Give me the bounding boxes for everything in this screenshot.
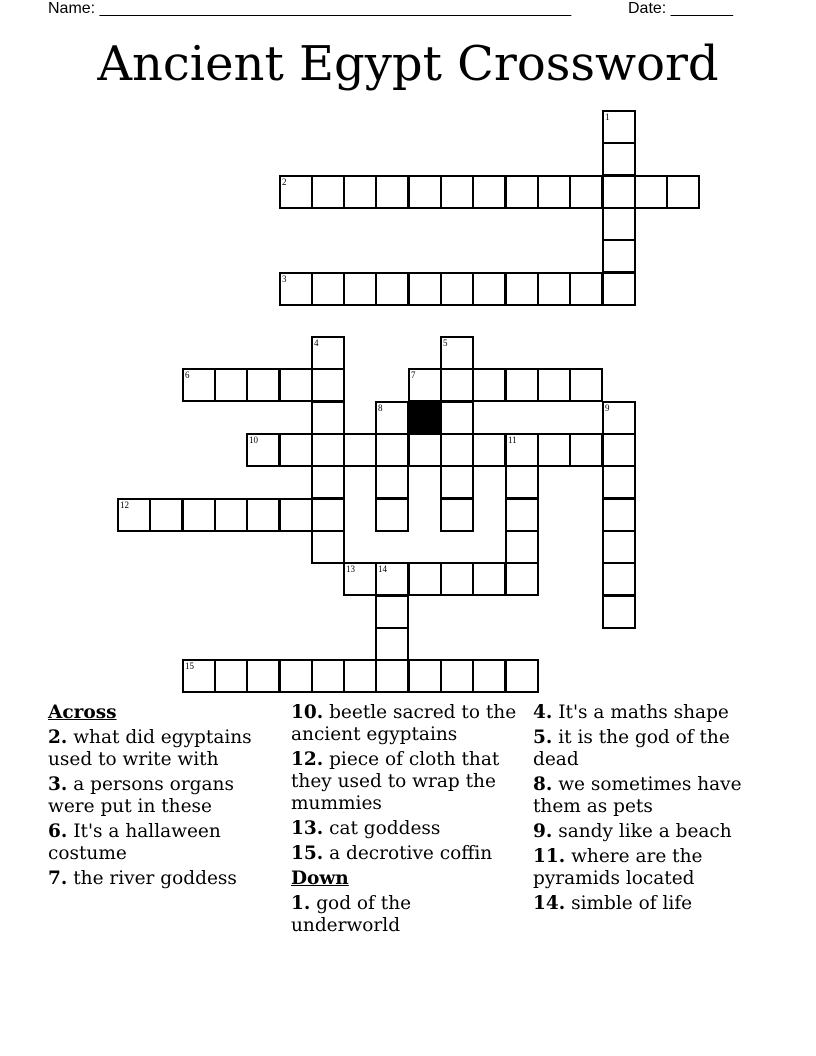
grid-cell[interactable]: [602, 272, 636, 306]
clue-across-2: [48, 727, 280, 771]
grid-cell-14[interactable]: [375, 562, 409, 596]
grid-cell[interactable]: [214, 659, 248, 693]
grid-cell-1[interactable]: [602, 110, 636, 144]
cell-number: 11: [508, 435, 517, 445]
grid-cell-4[interactable]: [311, 336, 345, 370]
grid-cell[interactable]: [375, 659, 409, 693]
grid-cell[interactable]: [311, 433, 345, 467]
clue-across-13: [291, 818, 523, 840]
grid-cell[interactable]: [408, 272, 442, 306]
date-field[interactable]: Date: _______: [628, 0, 733, 17]
grid-cell[interactable]: [375, 465, 409, 499]
clue-number: 3.: [48, 774, 68, 795]
cell-number: 13: [346, 564, 355, 574]
grid-cell[interactable]: [537, 368, 571, 402]
grid-cell[interactable]: [311, 401, 345, 435]
grid-cell[interactable]: [602, 142, 636, 176]
grid-cell[interactable]: [602, 465, 636, 499]
grid-cell[interactable]: [602, 207, 636, 241]
grid-cell[interactable]: [408, 562, 442, 596]
grid-cell-15[interactable]: [182, 659, 216, 693]
grid-cell[interactable]: [375, 498, 409, 532]
grid-cell[interactable]: [311, 272, 345, 306]
grid-cell[interactable]: [505, 175, 539, 209]
across-heading: Across: [48, 702, 117, 723]
grid-cell[interactable]: [440, 498, 474, 532]
clue-across-6: [48, 821, 280, 865]
grid-cell[interactable]: [602, 498, 636, 532]
clue-number: 11.: [533, 846, 566, 867]
cell-number: 1: [605, 112, 610, 122]
grid-cell[interactable]: [440, 175, 474, 209]
cell-number: 6: [185, 370, 190, 380]
grid-cell-12[interactable]: [117, 498, 151, 532]
grid-cell[interactable]: [569, 272, 603, 306]
grid-cell[interactable]: [505, 368, 539, 402]
clue-down-9: [533, 821, 773, 843]
grid-cell[interactable]: [537, 272, 571, 306]
clues-column-1: [48, 702, 280, 893]
clue-text: It's a hallaween costume: [48, 821, 221, 864]
grid-cell[interactable]: [311, 175, 345, 209]
clue-number: 13.: [291, 818, 324, 839]
grid-cell[interactable]: [343, 272, 377, 306]
grid-cell[interactable]: [279, 659, 313, 693]
clue-text: piece of cloth that they used to wrap the mummies: [291, 749, 500, 814]
grid-cell-3[interactable]: [279, 272, 313, 306]
grid-cell-9[interactable]: [602, 401, 636, 435]
clue-text: we sometimes have them as pets: [533, 774, 742, 817]
grid-cell[interactable]: [375, 433, 409, 467]
clue-number: 9.: [533, 821, 553, 842]
clue-down-14: [533, 893, 773, 915]
clue-text: the river goddess: [73, 868, 237, 889]
clue-across-7: [48, 868, 280, 890]
clue-number: 4.: [533, 702, 553, 723]
grid-cell[interactable]: [472, 368, 506, 402]
clue-number: 1.: [291, 893, 311, 914]
grid-cell-5[interactable]: [440, 336, 474, 370]
clue-text: where are the pyramids located: [533, 846, 703, 889]
cell-number: 9: [605, 403, 610, 413]
grid-cell[interactable]: [375, 272, 409, 306]
clue-text: a decrotive coffin: [329, 843, 493, 864]
grid-cell[interactable]: [569, 175, 603, 209]
grid-cell[interactable]: [311, 659, 345, 693]
grid-cell[interactable]: [311, 465, 345, 499]
clue-down-1: [291, 893, 523, 937]
grid-cell[interactable]: [440, 401, 474, 435]
grid-cell[interactable]: [602, 239, 636, 273]
clue-text: sandy like a beach: [558, 821, 732, 842]
clue-across-10: [291, 702, 523, 746]
clue-text: cat goddess: [329, 818, 441, 839]
clue-number: 12.: [291, 749, 324, 770]
grid-cell[interactable]: [279, 433, 313, 467]
grid-cell[interactable]: [343, 175, 377, 209]
cell-number: 4: [314, 338, 319, 348]
clue-number: 8.: [533, 774, 553, 795]
grid-cell[interactable]: [375, 175, 409, 209]
grid-cell[interactable]: [279, 498, 313, 532]
grid-cell[interactable]: [311, 530, 345, 564]
clues-column-3: [533, 702, 773, 918]
grid-cell[interactable]: [311, 368, 345, 402]
cell-number: 2: [282, 177, 287, 187]
grid-cell[interactable]: [505, 272, 539, 306]
grid-cell[interactable]: [440, 465, 474, 499]
clues-column-2: [291, 702, 523, 940]
grid-cell[interactable]: [505, 465, 539, 499]
grid-cell[interactable]: [666, 175, 700, 209]
grid-cell[interactable]: [149, 498, 183, 532]
grid-cell[interactable]: [472, 562, 506, 596]
grid-cell[interactable]: [505, 498, 539, 532]
grid-cell[interactable]: [408, 433, 442, 467]
clue-number: 2.: [48, 727, 68, 748]
grid-cell[interactable]: [311, 498, 345, 532]
grid-cell-8[interactable]: [375, 401, 409, 435]
grid-cell[interactable]: [408, 659, 442, 693]
cell-number: 8: [378, 403, 383, 413]
grid-cell[interactable]: [537, 175, 571, 209]
grid-cell[interactable]: [472, 659, 506, 693]
grid-cell[interactable]: [569, 433, 603, 467]
grid-cell[interactable]: [440, 562, 474, 596]
cell-number: 3: [282, 274, 287, 284]
clue-text: what did egyptains used to write with: [48, 727, 252, 770]
cell-number: 10: [249, 435, 258, 445]
grid-cell[interactable]: [472, 175, 506, 209]
grid-cell-10[interactable]: [246, 433, 280, 467]
grid-cell[interactable]: [246, 498, 280, 532]
clue-number: 15.: [291, 843, 324, 864]
clue-down-4: [533, 702, 773, 724]
cell-number: 14: [378, 564, 387, 574]
clue-across-15: [291, 843, 523, 865]
grid-cell[interactable]: [440, 272, 474, 306]
grid-cell-6[interactable]: [182, 368, 216, 402]
page-title: Ancient Egypt Crossword: [97, 36, 719, 92]
grid-cell-13[interactable]: [343, 562, 377, 596]
grid-cell[interactable]: [246, 368, 280, 402]
grid-cell-2[interactable]: [279, 175, 313, 209]
clue-text: god of the underworld: [291, 893, 412, 936]
grid-cell[interactable]: [440, 659, 474, 693]
clue-down-5: [533, 727, 773, 771]
grid-cell[interactable]: [440, 368, 474, 402]
clue-number: 7.: [48, 868, 68, 889]
grid-cell[interactable]: [472, 433, 506, 467]
grid-cell[interactable]: [214, 368, 248, 402]
clue-number: 14.: [533, 893, 566, 914]
grid-cell-7[interactable]: [408, 368, 442, 402]
grid-cell[interactable]: [602, 562, 636, 596]
clue-number: 5.: [533, 727, 553, 748]
grid-cell[interactable]: [602, 175, 636, 209]
clue-number: 6.: [48, 821, 68, 842]
grid-cell[interactable]: [279, 368, 313, 402]
grid-cell[interactable]: [214, 498, 248, 532]
grid-cell[interactable]: [634, 175, 668, 209]
cell-number: 7: [411, 370, 416, 380]
grid-cell[interactable]: [569, 368, 603, 402]
grid-cell[interactable]: [602, 433, 636, 467]
clue-across-12: [291, 749, 523, 815]
grid-cell[interactable]: [408, 175, 442, 209]
clue-text: beetle sacred to the ancient egyptains: [291, 702, 517, 745]
clue-down-8: [533, 774, 773, 818]
grid-cell[interactable]: [375, 595, 409, 629]
grid-cell[interactable]: [537, 433, 571, 467]
cell-number: 5: [443, 338, 448, 348]
grid-cell[interactable]: [602, 595, 636, 629]
cell-number: 15: [185, 661, 194, 671]
cell-number: 12: [120, 500, 129, 510]
grid-cell[interactable]: [505, 659, 539, 693]
grid-cell[interactable]: [505, 530, 539, 564]
grid-cell[interactable]: [472, 272, 506, 306]
clue-text: it is the god of the dead: [533, 727, 730, 770]
grid-cell-blocked: [408, 401, 442, 435]
grid-cell[interactable]: [182, 498, 216, 532]
grid-cell[interactable]: [375, 627, 409, 661]
down-heading: Down: [291, 868, 349, 889]
grid-cell[interactable]: [440, 433, 474, 467]
grid-cell[interactable]: [246, 659, 280, 693]
grid-cell[interactable]: [343, 659, 377, 693]
clue-text: simble of life: [571, 893, 693, 914]
grid-cell[interactable]: [505, 562, 539, 596]
clue-text: a persons organs were put in these: [48, 774, 234, 817]
clue-number: 10.: [291, 702, 324, 723]
grid-cell[interactable]: [602, 530, 636, 564]
grid-cell-11[interactable]: [505, 433, 539, 467]
grid-cell[interactable]: [343, 433, 377, 467]
name-field[interactable]: Name: _____________________________________________________: [48, 0, 572, 17]
clue-across-3: [48, 774, 280, 818]
clue-text: It's a maths shape: [558, 702, 729, 723]
clue-down-11: [533, 846, 773, 890]
